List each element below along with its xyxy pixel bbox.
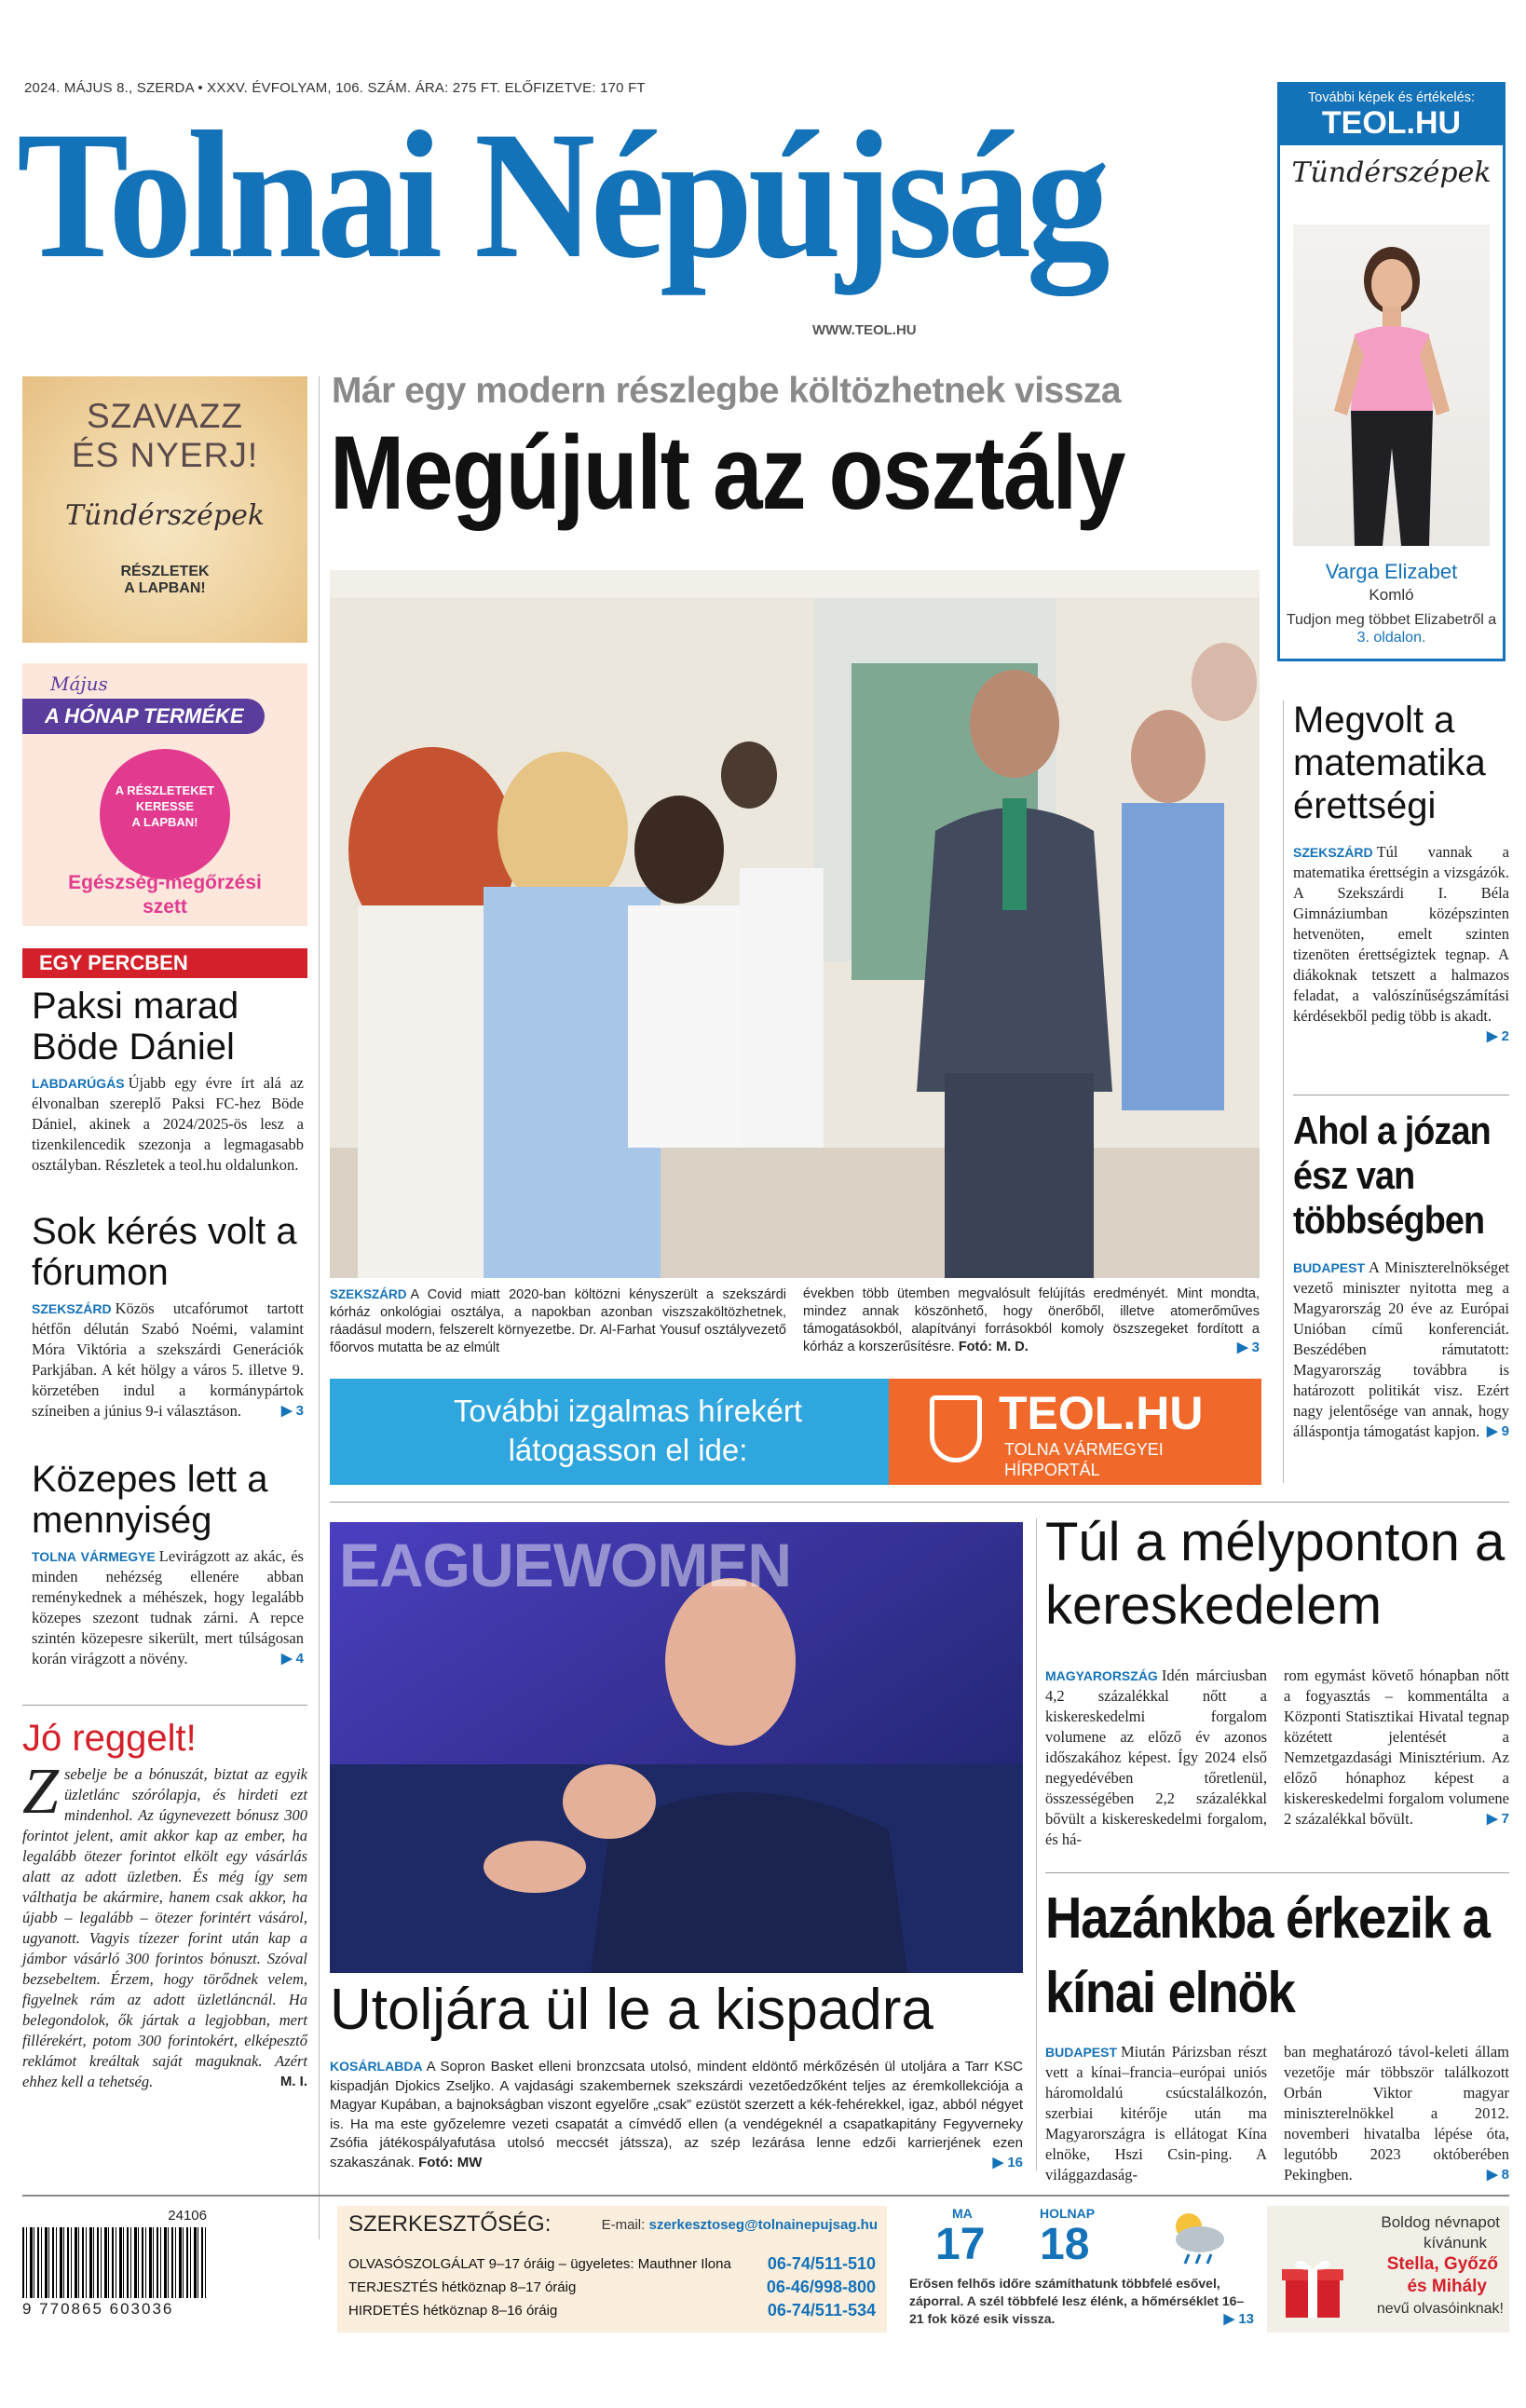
footer-divider <box>22 2195 1509 2197</box>
sport-photo-text: EAGUEWOMEN <box>339 1531 791 1599</box>
promo-script: Tündérszépek <box>1291 156 1492 189</box>
left-column-rule <box>319 376 320 2239</box>
teol-banner[interactable] <box>330 1379 1261 1485</box>
banner-orange <box>889 1379 1261 1485</box>
trade-divider <box>1045 1872 1509 1873</box>
trade-headline[interactable]: Túl a mélyponton a kereskedelem <box>1045 1512 1506 1636</box>
sport-text <box>330 2057 1023 2172</box>
right-story-2-keyword: BUDAPEST <box>1293 1260 1366 1275</box>
right-story-1-page[interactable]: ▶ 2 <box>1486 1028 1509 1044</box>
right-story-2-title[interactable]: Ahol a józan ész van többségben <box>1293 1109 1491 1242</box>
sport-credit: Fotó: MW <box>418 2154 483 2170</box>
email-label: E-mail: <box>601 2217 646 2233</box>
banner-sub-2: HÍRPORTÁL <box>1004 1461 1100 1479</box>
product-title-bar <box>22 699 265 734</box>
lead-caption-keyword: SZEKSZÁRD <box>330 1287 407 1301</box>
weather-today-label: MA <box>952 2206 973 2221</box>
lead-caption-left <box>330 1286 786 1357</box>
promo-label: További képek és értékelés: <box>1280 85 1503 105</box>
product-name-2: szett <box>143 896 187 918</box>
lead-page[interactable]: ▶ 3 <box>1236 1340 1260 1355</box>
weather-box <box>904 2206 1258 2333</box>
right-story-2 <box>1293 1109 1509 1442</box>
lead-headline[interactable]: Megújult az osztály <box>330 415 1125 531</box>
right-story-1-keyword: SZEKSZÁRD <box>1293 845 1373 860</box>
badge-line-2: KERESSE <box>135 799 195 813</box>
vote-line-2: ÉS NYERJ! <box>71 436 259 474</box>
lead-caption-2: években több ütemben megvalósult felújítás eredményét. Mint mondta, mindez annak köszönhető, hogy önerőből, illetve atomerőműves támogatásokból, alapítványi forrásokból komoly öszszegeket fordított a kórház a korszerűsítésre. <box>803 1286 1260 1354</box>
nameday-names-1: Stella, Győző <box>1386 2254 1498 2274</box>
right-story-1-title[interactable]: Megvolt a matematika érettségi <box>1293 700 1486 826</box>
promo-site: TEOL.HU <box>1280 105 1503 145</box>
brief-3-keyword: TOLNA VÁRMEGYE <box>32 1549 156 1564</box>
mid-divider <box>330 1502 1509 1503</box>
product-title: A HÓNAP TERMÉKE <box>45 704 244 728</box>
china-page[interactable]: ▶ 8 <box>1486 2167 1509 2183</box>
sport-photo <box>330 1522 1023 1973</box>
column-author: M. I. <box>279 2074 307 2089</box>
nameday-names-2: és Mihály <box>1407 2277 1487 2296</box>
row-1-phone[interactable]: 06-74/511-510 <box>767 2254 876 2273</box>
sport-keyword: KOSÁRLABDA <box>330 2059 423 2074</box>
weather-page[interactable]: ▶ 13 <box>1223 2311 1254 2327</box>
row-3-phone[interactable]: 06-74/511-534 <box>767 2301 876 2320</box>
nameday-line-1: Boldog névnapot <box>1381 2213 1500 2231</box>
china-text-2: ban meghatározó távol-keleti állam vezetője már többször találkozott Orbán Viktor magyar miniszterelnökkel a 2012. novemberi hivatalba lépése óta, legutóbb 2023 októberében Pekingben. <box>1284 2043 1509 2184</box>
china-col-2 <box>1284 2042 1509 2185</box>
column-text: sebelje be a bónuszát, biztat az egyik üzletlánc szórólapja, és hirdeti ezt mindenhol. Az úgynevezett bónusz 300 forintot jelent, amit akkor kap az ember, ha legalább ötezer forintot elkölt egy vásárlás alatt az adott üzletben. És még így sem válthatja be akármire, hanem csak akkor, ha újabb – legalább – ötezer forintért vásárol, ugyanott. Vagyis tízezer forint után kap a jámbor vásárló 300 forintos bónuszt. Szóval bezsebeltem. Érzem, hogy törődnek velem, figyelnek rám az adott üzletláncnál. Ha belegondolok, ők jártak a legjobban, mert fillérekért, potom 300 forintokért, elképesztő reklámot kreáltak saját maguknak. Azért ehhez kell a tehetség. <box>22 1765 307 2090</box>
china-keyword: BUDAPEST <box>1045 2045 1118 2060</box>
trade-keyword: MAGYARORSZÁG <box>1045 1668 1158 1683</box>
section-title: EGY PERCBEN <box>39 951 188 974</box>
lead-caption-1: A Covid miatt 2020-ban költözni kényszerült a szekszárdi kórház onkológiai osztálya, a napokban azonban viszszaköltözhetnek, ráadásul modern, felszerelt környezetbe. Dr. Al-Farhat Yousuf osztályvezető főorvos mutatta be az elmúlt <box>330 1287 786 1355</box>
nameday-box <box>1267 2206 1509 2333</box>
badge-line-1: A RÉSZLETEKET <box>115 783 215 797</box>
trade-col-2 <box>1284 1666 1509 1830</box>
brief-3-title[interactable]: Közepes lett a mennyiség <box>32 1459 268 1541</box>
right-story-2-page[interactable]: ▶ 9 <box>1486 1423 1509 1439</box>
lead-caption-right <box>803 1286 1260 1356</box>
brief-3-text: Levirágzott az akác, és minden nehézség ellenére abban reménykednek a méhészek, hogy legalább közepes szezont tudnak zárni. A repce szintén közepesre sikerült, mert túlságosan korán virágzott a növény. <box>32 1547 304 1667</box>
china-text-1: Miután Párizsban részt vett a kínai–francia–európai uniós háromoldalú csúcstalálkozón, szerbiai kitérője után ma Magyarországra is ellátogat Kína elnöke, Hszi Csin-ping. A világgazdaság- <box>1045 2043 1267 2184</box>
sport-body: A Sopron Basket elleni bronzcsata utolsó, mindent eldöntő mérkőzésén ül utoljára a Tarr KSC kispadján Djokics Zseljko. A vajdasági szakembernek szekszárdi vezetőedzőként teljes az éremkollekciója a Magyar Kupában, a bajnokságban viszont egyelőre „csak” ezüstöt szerzett a kék-fehérekkel, igaz, abból négyet is. Ha ma este győzelemre vezeti csapatát a címvédő ellen (a vendégeknél a csapatkapitány Fegyverneky Zsófia játékospályafutása utolsó meccsét játssza), az szép lezárása lenne edzői karrierjének ezen szakaszának. <box>330 2059 1023 2170</box>
site-url[interactable]: WWW.TEOL.HU <box>812 322 917 338</box>
promo-page[interactable]: 3. oldalon. <box>1356 630 1426 646</box>
china-headline[interactable]: Hazánkba érkezik a kínai elnök <box>1045 1886 1490 2025</box>
lead-kicker: Már egy modern részlegbe költözhetnek vissza <box>332 371 1122 411</box>
sport-page[interactable]: ▶ 16 <box>992 2154 1023 2170</box>
row-1-hours: 9–17 óráig – ügyeletes: Mauthner Ilona <box>488 2256 731 2272</box>
editorial-title: SZERKESZTŐSÉG: <box>348 2211 552 2237</box>
dateline: 2024. MÁJUS 8., SZERDA • XXXV. ÉVFOLYAM, 106. SZÁM. ÁRA: 275 FT. ELŐFIZETVE: 170 FT <box>24 80 646 96</box>
column-title: Jó reggelt! <box>22 1718 197 1759</box>
tunderszepek-promo[interactable] <box>1277 82 1506 661</box>
nameday-line-3: nevű olvasóinknak! <box>1376 2301 1504 2317</box>
barcode-digits: 9 770865 603036 <box>22 2300 174 2318</box>
gift-icon <box>1280 2254 1345 2320</box>
lead-photo <box>330 570 1260 1278</box>
editorial-row <box>348 2252 876 2322</box>
china-col-1 <box>1045 2042 1267 2185</box>
banner-text-1: További izgalmas hírekért <box>453 1394 803 1428</box>
row-2-label: TERJESZTÉS <box>348 2279 438 2295</box>
barcode-number: 24106 <box>168 2208 207 2224</box>
badge-line-3: A LAPBAN! <box>131 815 198 829</box>
vote-details-1: RÉSZLETEK <box>120 564 210 579</box>
product-month: Május <box>50 673 108 695</box>
left-divider <box>22 1705 307 1706</box>
brief-3 <box>32 1459 304 1669</box>
brief-1-keyword: LABDARÚGÁS <box>32 1076 125 1091</box>
rain-cloud-icon <box>1165 2210 1230 2265</box>
row-3-hours: hétköznap 8–16 óráig <box>423 2303 558 2319</box>
editorial-box <box>337 2206 887 2333</box>
trade-text-2: rom egymást követő hónapban nőtt a fogyasztás – kommentálta a Központi Statisztikai Hivatal tegnap közétett jelentését a Nemzetgazdasági Minisztérium. Az előző hónaphoz képest a kiskereskedelmi forgalom volumene 2 százalékkal bővült. <box>1284 1667 1509 1828</box>
brief-2-title[interactable]: Sok kérés volt a fórumon <box>32 1211 297 1293</box>
lead-photo-credit: Fotó: M. D. <box>958 1340 1029 1354</box>
vote-line-1: SZAVAZZ <box>86 397 244 435</box>
weather-tomorrow: 18 <box>1040 2220 1090 2269</box>
right-story-1 <box>1293 699 1509 1047</box>
email-address[interactable]: szerkesztoseg@tolnainepujsag.hu <box>648 2217 878 2233</box>
product-badge <box>100 749 230 879</box>
weather-tomorrow-label: HOLNAP <box>1040 2206 1096 2221</box>
sport-rule <box>1036 1518 1037 2170</box>
vote-script: Tündérszépek <box>64 499 266 532</box>
promo-photo <box>1293 224 1490 546</box>
row-1-label: OLVASÓSZOLGÁLAT <box>348 2256 485 2272</box>
right-column-rule <box>1283 701 1284 1483</box>
nameday-line-2: kívánunk <box>1423 2234 1487 2252</box>
column-dropcap: Z <box>22 1756 59 1828</box>
brief-1 <box>32 986 304 1176</box>
brief-1-text: Újabb egy évre írt alá az élvonalban szereplő Paksi FC-hez Böde Dániel, akinek a 2024/2025-ös lesz a tizenkilencedik szezonja a legmagasabb osztályban. Részletek a teol.hu oldalunkon. <box>32 1074 304 1174</box>
vote-details-2: A LAPBAN! <box>124 580 206 596</box>
shield-icon <box>930 1395 982 1462</box>
banner-text-2: látogasson el ide: <box>508 1433 748 1467</box>
sport-headline[interactable]: Utoljára ül le a kispadra <box>330 1978 933 2042</box>
row-2-hours: hétköznap 8–17 óráig <box>442 2279 577 2295</box>
promo-name: Varga Elizabet <box>1325 560 1458 583</box>
morning-column <box>22 1716 307 2092</box>
product-name-1: Egészség-megőrzési <box>68 872 262 893</box>
brief-3-page[interactable]: ▶ 4 <box>280 1651 304 1667</box>
right-story-2-text: A Miniszterelnökséget vezető miniszter nyitotta meg a Magyarország 20 éve az Európai Unióban című konferenciát. Beszédében rámutatott: Magyarország továbbra is határozott politikát visz. Ezért nagy jelentősége van annak, hogy álláspontja támogatást kapjon. <box>1293 1258 1509 1440</box>
brief-2-page[interactable]: ▶ 3 <box>280 1403 304 1419</box>
trade-col-1 <box>1045 1666 1267 1850</box>
newspaper-title: Tolnai Népújság <box>17 94 1106 296</box>
trade-text-1: Idén márciusban 4,2 százalékkal nőtt a kiskereskedelmi forgalom volumene az előző év azonos időszakához képest. Így 2024 első negyedévében tőretlenül, összességében 2,2 százalékkal bővült a kiskereskedelmi forgalom, és há- <box>1045 1667 1267 1848</box>
promo-more: Tudjon meg többet Elizabetről a <box>1286 612 1497 628</box>
promo-town: Komló <box>1369 586 1414 604</box>
right-story-1-text: Túl vannak a matematika érettségin a vizsgázók. A Szekszárdi I. Béla Gimnáziumban középszinten hetvenöten, emelt szinten tizenöten érettségiztek tegnap. A diákoknak tetszett a halmazos feladat, a valószínűségszámítási kérdésekből pedig több is akadt. <box>1293 843 1509 1025</box>
weather-today: 17 <box>935 2220 986 2269</box>
brief-2-text: Közös utcafórumot tartott hétfőn délután Szabó Noémi, valamint Móra Viktória a szekszárdi Generációk Parkjában. A két hölgy a város 5. illetve 9. körzetében indul a kormánypártok színeiben a június 9-i választáson. <box>32 1299 304 1420</box>
banner-site: TEOL.HU <box>999 1387 1204 1439</box>
vote-promo[interactable] <box>22 376 307 643</box>
trade-page[interactable]: ▶ 7 <box>1486 1811 1509 1827</box>
brief-1-title[interactable]: Paksi marad Böde Dániel <box>32 986 239 1068</box>
weather-text: Erősen felhős időre számíthatunk többfelé esővel, záporral. A szél többfelé lesz élénk, a hőmérséklet 16–21 fok közé esik vissza. <box>909 2276 1245 2326</box>
banner-sub-1: TOLNA VÁRMEGYEI <box>1004 1440 1164 1459</box>
row-2-phone[interactable]: 06-46/998-800 <box>766 2278 876 2296</box>
section-bar <box>22 948 307 978</box>
barcode <box>22 2208 207 2327</box>
brief-2-keyword: SZEKSZÁRD <box>32 1301 112 1316</box>
barcode-bars <box>22 2227 207 2298</box>
row-3-label: HIRDETÉS <box>348 2303 419 2319</box>
brief-2 <box>32 1211 304 1422</box>
product-of-month[interactable] <box>22 663 307 926</box>
